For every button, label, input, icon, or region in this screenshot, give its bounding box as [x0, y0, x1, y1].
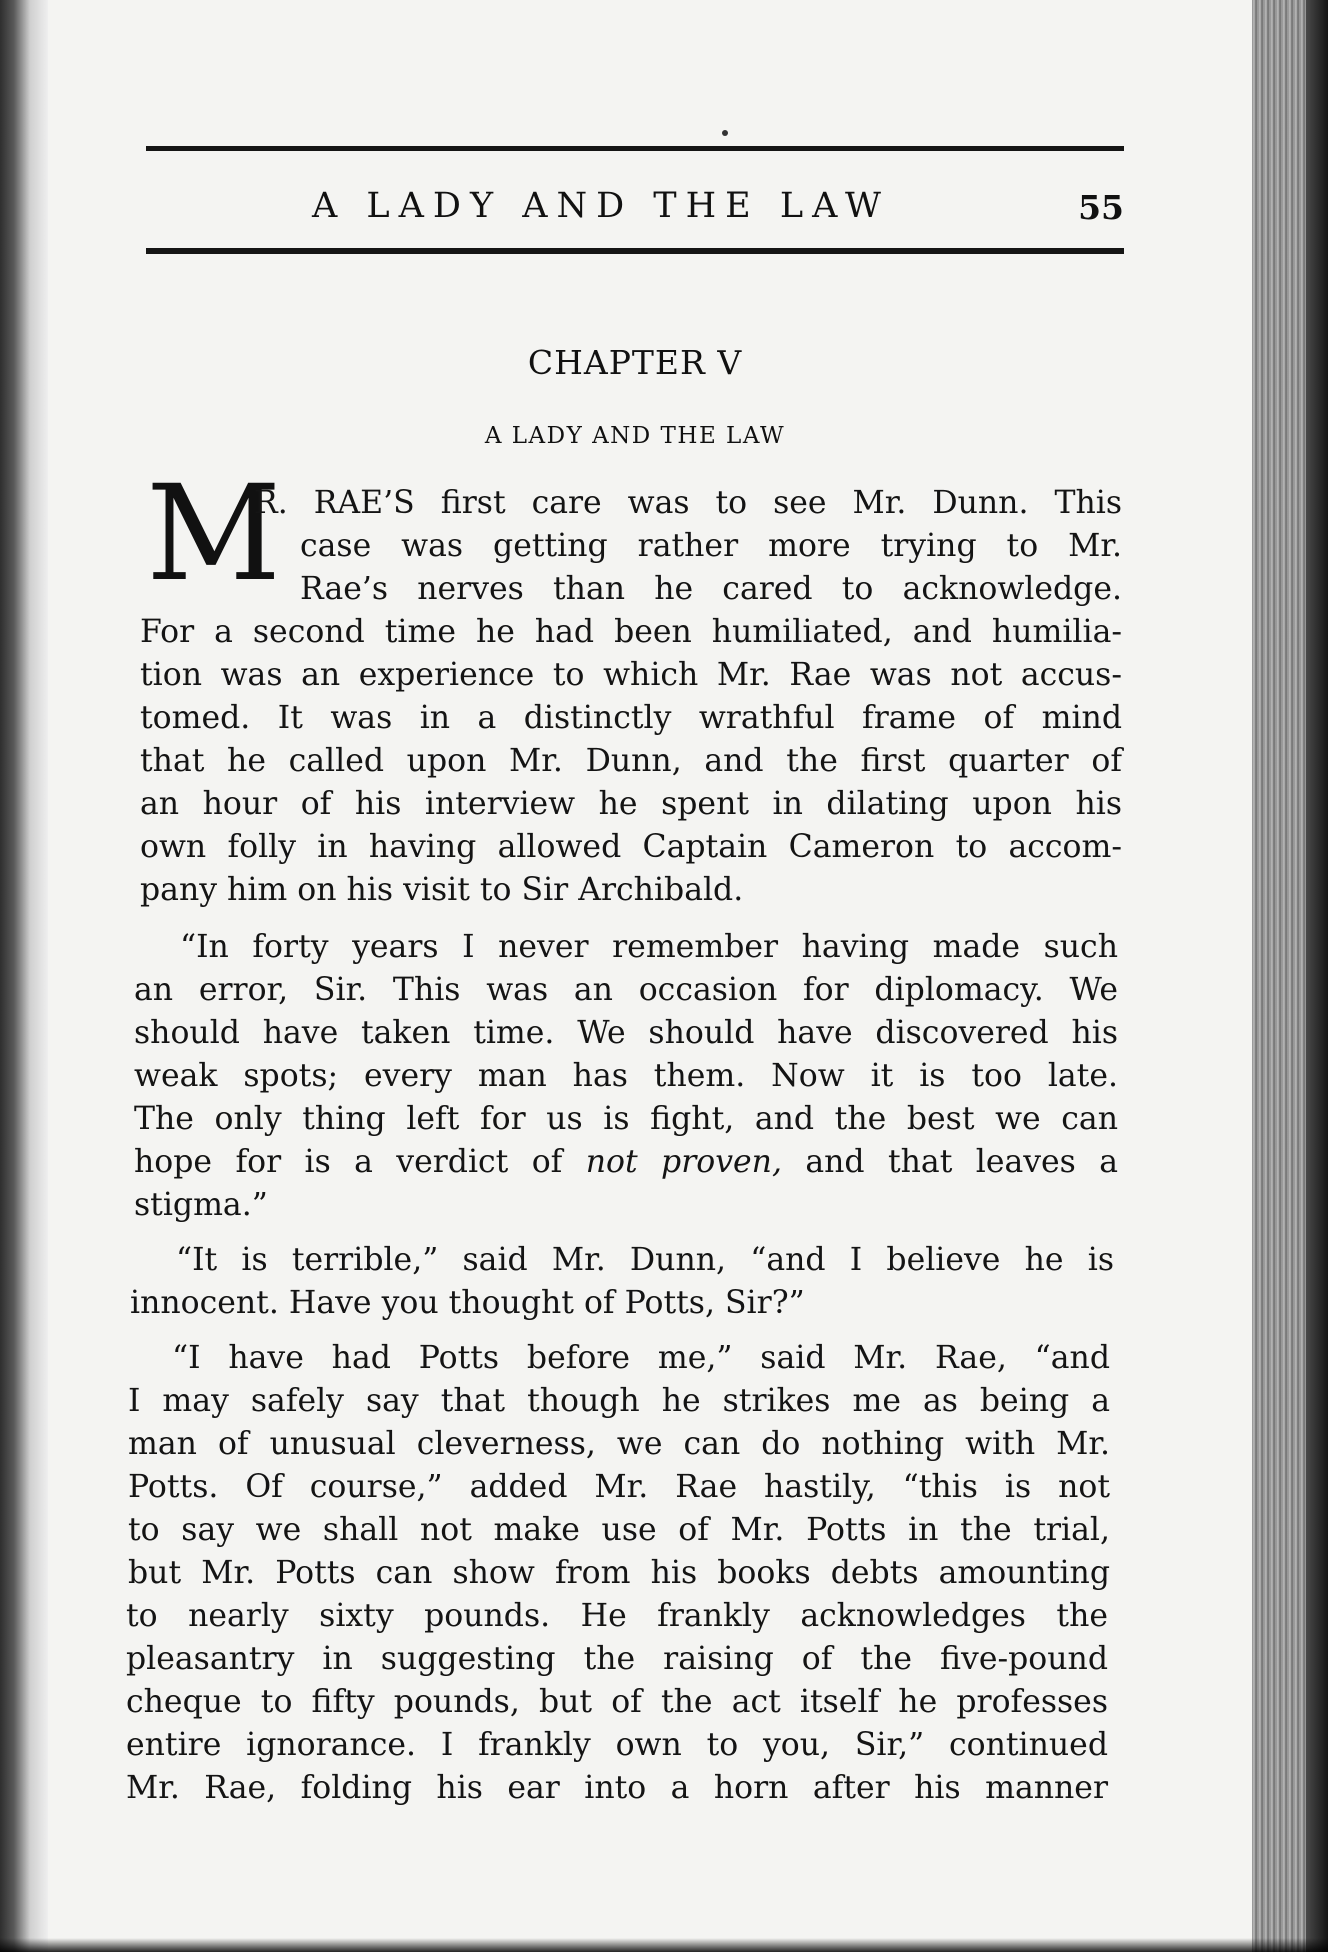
body-line: Rae’s nerves than he cared to acknowledge. [300, 571, 1122, 607]
body-line: “In forty years I never remember having made such [180, 929, 1118, 965]
body-line-segment: hope for is a verdict of [134, 1144, 586, 1180]
page-edges [1252, 0, 1328, 1952]
body-line: entire ignorance. I frankly own to you, Sir,” continued [126, 1727, 1108, 1763]
page-number: 55 [1078, 188, 1124, 227]
body-line: an error, Sir. This was an occasion for diplomacy. We [134, 972, 1118, 1008]
body-line: own folly in having allowed Captain Cameron to accom- [140, 829, 1122, 865]
header-rule-bottom [146, 248, 1124, 254]
body-line: I may safely say that though he strikes me as being a [128, 1383, 1110, 1419]
book-gutter [0, 0, 48, 1952]
body-line: tion was an experience to which Mr. Rae was not accus- [140, 657, 1122, 693]
body-line: innocent. Have you thought of Potts, Sir?” [130, 1285, 805, 1321]
body-line: to say we shall not make use of Mr. Potts in the trial, [128, 1512, 1110, 1548]
body-line: should have taken time. We should have discovered his [134, 1015, 1118, 1051]
body-line [134, 1142, 1118, 1182]
header-rule-top [146, 146, 1124, 151]
body-line: “It is terrible,” said Mr. Dunn, “and I believe he is [176, 1242, 1114, 1278]
body-line: man of unusual cleverness, we can do nothing with Mr. [128, 1426, 1110, 1462]
body-line: that he called upon Mr. Dunn, and the first quarter of [140, 743, 1122, 779]
italic-phrase: not proven, [585, 1144, 782, 1180]
running-head-title: A LADY AND THE LAW [312, 186, 890, 226]
body-line: “I have had Potts before me,” said Mr. Rae, “and [172, 1340, 1110, 1376]
body-line-segment: and that leaves a [781, 1144, 1119, 1180]
body-line: For a second time he had been humiliated, and humilia- [140, 614, 1122, 650]
body-line: stigma.” [134, 1187, 268, 1223]
running-head [146, 186, 1124, 236]
chapter-subtitle: A LADY AND THE LAW [484, 423, 786, 449]
bottom-shadow [0, 1938, 1328, 1952]
body-line: but Mr. Potts can show from his books debts amounting [128, 1555, 1110, 1591]
ink-speck [722, 130, 728, 136]
chapter-title: CHAPTER V [527, 343, 743, 382]
body-line: weak spots; every man has them. Now it is too late. [134, 1058, 1118, 1094]
body-line: Mr. Rae, folding his ear into a horn after his manner [126, 1770, 1108, 1806]
body-line: to nearly sixty pounds. He frankly acknowledges the [126, 1598, 1108, 1634]
drop-cap: M [146, 457, 282, 611]
body-line: pany him on his visit to Sir Archibald. [140, 872, 744, 908]
body-line: tomed. It was in a distinctly wrathful frame of mind [140, 700, 1122, 736]
body-line: cheque to fifty pounds, but of the act itself he professes [126, 1684, 1108, 1720]
body-line: an hour of his interview he spent in dilating upon his [140, 786, 1122, 822]
body-line: pleasantry in suggesting the raising of the five-pound [126, 1641, 1108, 1677]
body-line: Potts. Of course,” added Mr. Rae hastily, “this is not [128, 1469, 1110, 1505]
body-line: case was getting rather more trying to Mr. [300, 528, 1122, 564]
body-line: The only thing left for us is fight, and the best we can [134, 1101, 1118, 1137]
body-line: R. RAE’S first care was to see Mr. Dunn. This [254, 485, 1122, 521]
